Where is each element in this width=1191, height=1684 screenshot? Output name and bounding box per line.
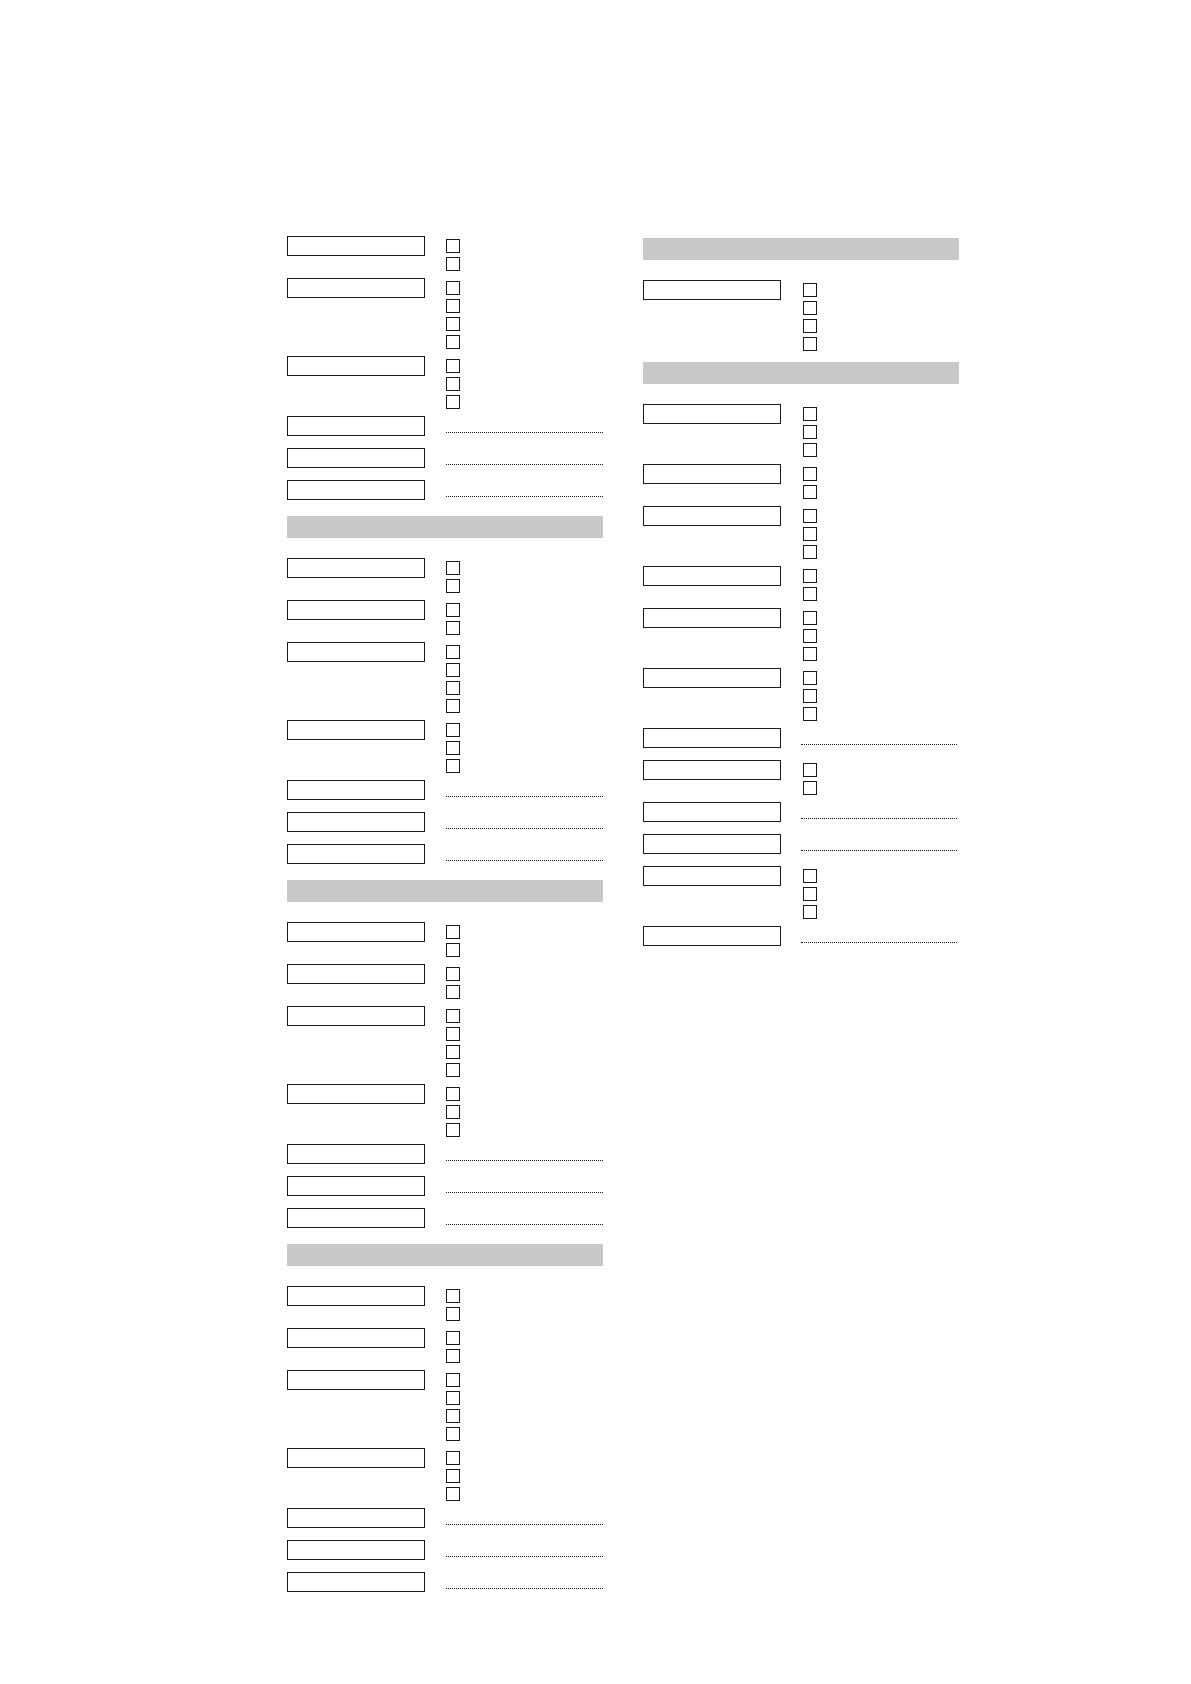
option-checkbox[interactable] [803, 611, 817, 625]
section-header-bar [643, 362, 959, 384]
answer-line[interactable] [801, 942, 957, 943]
option-checkbox[interactable] [446, 1349, 460, 1363]
answer-line[interactable] [801, 744, 957, 745]
answer-line[interactable] [446, 1192, 603, 1193]
answer-line[interactable] [446, 1524, 603, 1525]
field-label-box[interactable] [287, 236, 425, 256]
field-label-box[interactable] [643, 506, 781, 526]
answer-line[interactable] [446, 860, 603, 861]
option-checkbox[interactable] [446, 759, 460, 773]
field-label-box[interactable] [643, 668, 781, 688]
option-checkbox[interactable] [446, 603, 460, 617]
field-label-box[interactable] [643, 760, 781, 780]
field-label-box[interactable] [643, 802, 781, 822]
answer-line[interactable] [446, 1224, 603, 1225]
answer-line[interactable] [446, 796, 603, 797]
option-checkbox[interactable] [803, 509, 817, 523]
field-label-box[interactable] [287, 844, 425, 864]
option-checkbox[interactable] [446, 1373, 460, 1387]
option-checkbox[interactable] [446, 359, 460, 373]
answer-line[interactable] [446, 828, 603, 829]
option-checkbox[interactable] [446, 645, 460, 659]
option-checkbox[interactable] [446, 579, 460, 593]
field-label-box[interactable] [643, 608, 781, 628]
option-checkbox[interactable] [446, 681, 460, 695]
option-checkbox[interactable] [446, 621, 460, 635]
option-checkbox[interactable] [446, 299, 460, 313]
field-label-box[interactable] [287, 1084, 425, 1104]
option-checkbox[interactable] [803, 301, 817, 315]
option-checkbox[interactable] [446, 1331, 460, 1345]
option-checkbox[interactable] [446, 377, 460, 391]
section-header-bar [287, 516, 603, 538]
field-label-box[interactable] [287, 1286, 425, 1306]
option-checkbox[interactable] [446, 967, 460, 981]
field-label-box[interactable] [643, 926, 781, 946]
answer-line[interactable] [446, 1160, 603, 1161]
option-checkbox[interactable] [803, 283, 817, 297]
answer-line[interactable] [446, 432, 603, 433]
section-header-bar [287, 1244, 603, 1266]
option-checkbox[interactable] [446, 335, 460, 349]
field-label-box[interactable] [287, 356, 425, 376]
option-checkbox[interactable] [803, 689, 817, 703]
option-checkbox[interactable] [446, 1045, 460, 1059]
option-checkbox[interactable] [803, 629, 817, 643]
field-label-box[interactable] [643, 404, 781, 424]
option-checkbox[interactable] [446, 281, 460, 295]
field-label-box[interactable] [287, 1370, 425, 1390]
field-label-box[interactable] [287, 558, 425, 578]
field-label-box[interactable] [287, 1328, 425, 1348]
option-checkbox[interactable] [803, 485, 817, 499]
option-checkbox[interactable] [446, 1123, 460, 1137]
field-label-box[interactable] [287, 1540, 425, 1560]
answer-line[interactable] [801, 850, 957, 851]
section-header-bar [287, 880, 603, 902]
option-checkbox[interactable] [446, 1487, 460, 1501]
field-label-box[interactable] [643, 728, 781, 748]
option-checkbox[interactable] [803, 671, 817, 685]
field-label-box[interactable] [287, 922, 425, 942]
option-checkbox[interactable] [803, 763, 817, 777]
field-label-box[interactable] [287, 600, 425, 620]
option-checkbox[interactable] [803, 781, 817, 795]
field-label-box[interactable] [643, 280, 781, 300]
option-checkbox[interactable] [446, 1391, 460, 1405]
option-checkbox[interactable] [803, 587, 817, 601]
option-checkbox[interactable] [803, 869, 817, 883]
option-checkbox[interactable] [446, 1289, 460, 1303]
section-header-bar [643, 238, 959, 260]
option-checkbox[interactable] [803, 569, 817, 583]
option-checkbox[interactable] [446, 985, 460, 999]
option-checkbox[interactable] [446, 257, 460, 271]
option-checkbox[interactable] [803, 319, 817, 333]
field-label-box[interactable] [287, 278, 425, 298]
field-label-box[interactable] [287, 448, 425, 468]
option-checkbox[interactable] [446, 561, 460, 575]
option-checkbox[interactable] [446, 1451, 460, 1465]
option-checkbox[interactable] [446, 239, 460, 253]
option-checkbox[interactable] [803, 647, 817, 661]
field-label-box[interactable] [287, 720, 425, 740]
field-label-box[interactable] [287, 812, 425, 832]
option-checkbox[interactable] [446, 699, 460, 713]
option-checkbox[interactable] [803, 467, 817, 481]
option-checkbox[interactable] [446, 925, 460, 939]
option-checkbox[interactable] [446, 317, 460, 331]
option-checkbox[interactable] [803, 707, 817, 721]
field-label-box[interactable] [287, 1176, 425, 1196]
option-checkbox[interactable] [803, 425, 817, 439]
field-label-box[interactable] [287, 480, 425, 500]
field-label-box[interactable] [287, 1508, 425, 1528]
field-label-box[interactable] [287, 1448, 425, 1468]
option-checkbox[interactable] [803, 905, 817, 919]
field-label-box[interactable] [287, 416, 425, 436]
option-checkbox[interactable] [446, 1009, 460, 1023]
option-checkbox[interactable] [446, 395, 460, 409]
option-checkbox[interactable] [446, 663, 460, 677]
option-checkbox[interactable] [446, 1307, 460, 1321]
option-checkbox[interactable] [803, 545, 817, 559]
option-checkbox[interactable] [446, 1063, 460, 1077]
answer-line[interactable] [446, 496, 603, 497]
option-checkbox[interactable] [803, 443, 817, 457]
answer-line[interactable] [446, 464, 603, 465]
option-checkbox[interactable] [803, 527, 817, 541]
field-label-box[interactable] [643, 464, 781, 484]
option-checkbox[interactable] [446, 1409, 460, 1423]
answer-line[interactable] [446, 1556, 603, 1557]
field-label-box[interactable] [643, 834, 781, 854]
option-checkbox[interactable] [446, 723, 460, 737]
field-label-box[interactable] [287, 642, 425, 662]
field-label-box[interactable] [287, 1006, 425, 1026]
option-checkbox[interactable] [803, 337, 817, 351]
answer-line[interactable] [446, 1588, 603, 1589]
option-checkbox[interactable] [446, 943, 460, 957]
field-label-box[interactable] [287, 1572, 425, 1592]
option-checkbox[interactable] [803, 887, 817, 901]
option-checkbox[interactable] [446, 1105, 460, 1119]
option-checkbox[interactable] [803, 407, 817, 421]
option-checkbox[interactable] [446, 1427, 460, 1441]
option-checkbox[interactable] [446, 1027, 460, 1041]
field-label-box[interactable] [287, 1144, 425, 1164]
field-label-box[interactable] [643, 866, 781, 886]
field-label-box[interactable] [287, 964, 425, 984]
option-checkbox[interactable] [446, 1087, 460, 1101]
option-checkbox[interactable] [446, 741, 460, 755]
answer-line[interactable] [801, 818, 957, 819]
field-label-box[interactable] [643, 566, 781, 586]
option-checkbox[interactable] [446, 1469, 460, 1483]
field-label-box[interactable] [287, 780, 425, 800]
field-label-box[interactable] [287, 1208, 425, 1228]
